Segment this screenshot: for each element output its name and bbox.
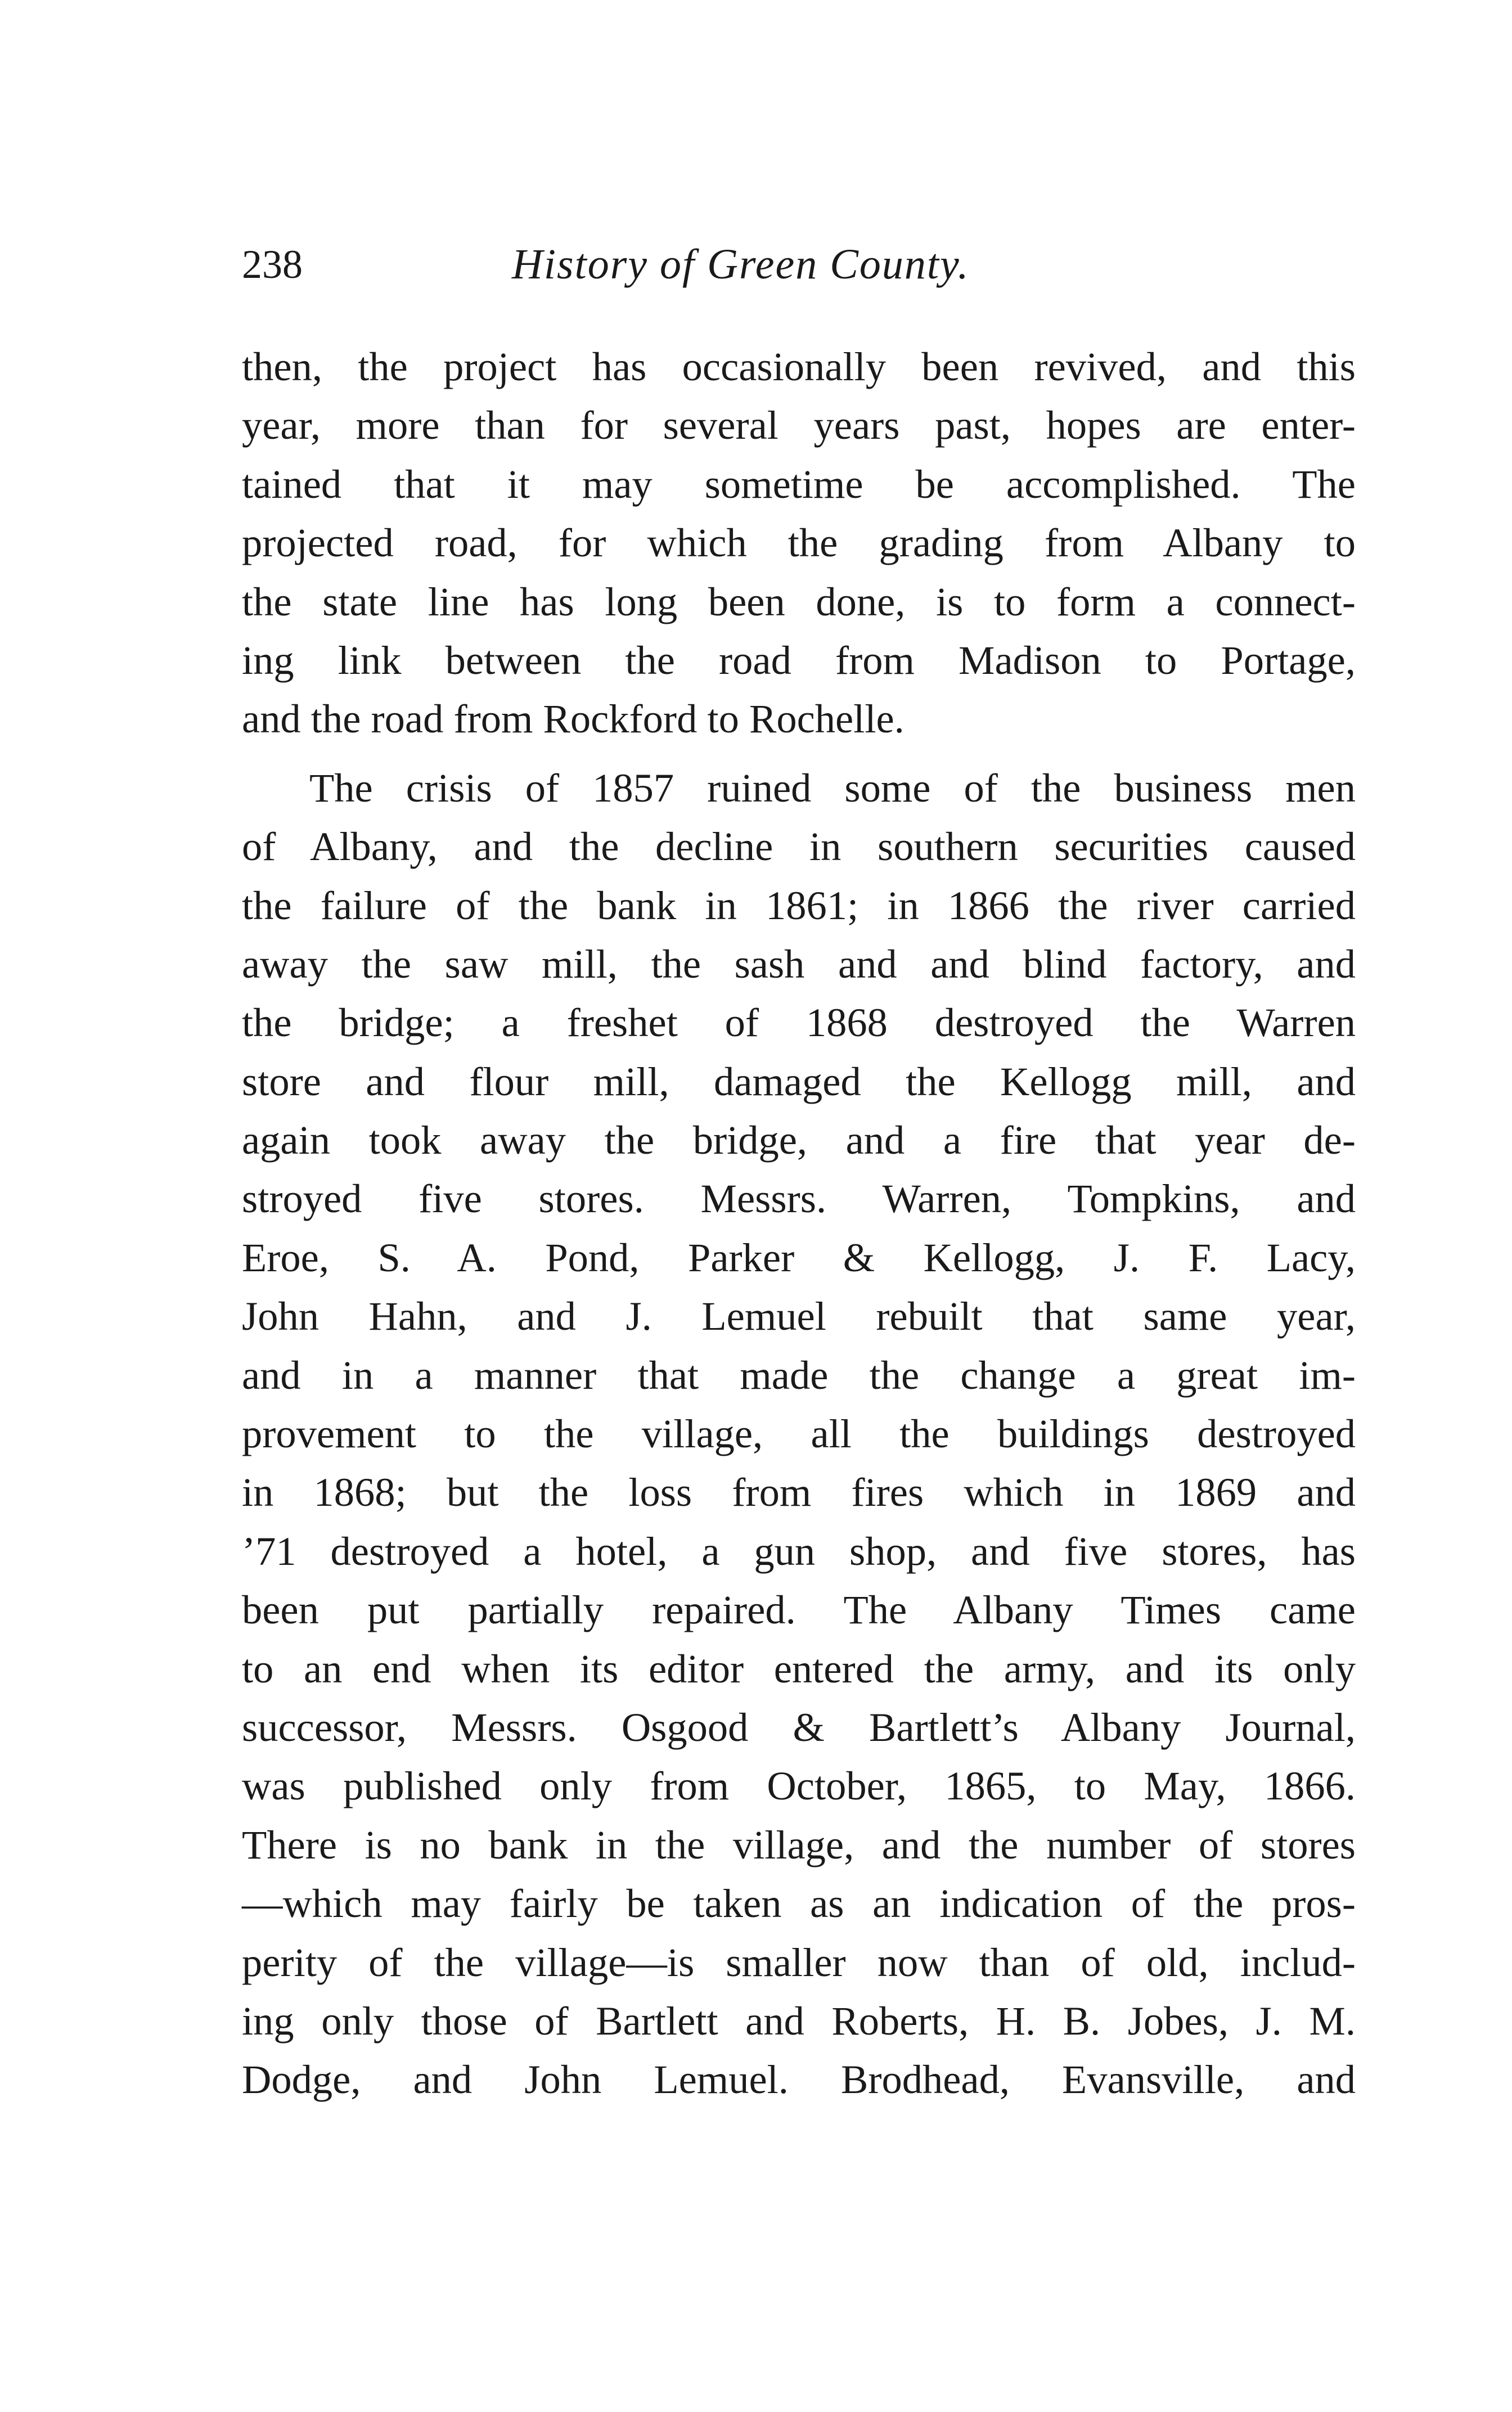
text-line: been put partially repaired. The Albany Times came [242, 1587, 1356, 1633]
text-line: the failure of the bank in 1861; in 1866 the river carried [242, 882, 1356, 928]
text-line: the state line has long been done, is to form a connect- [242, 578, 1356, 624]
text-line: in 1868; but the loss from fires which in 1869 and [242, 1469, 1356, 1515]
text-line: Dodge, and John Lemuel. Brodhead, Evansville, and [242, 2056, 1356, 2103]
body-text [242, 338, 1356, 2109]
text-line: stroyed five stores. Messrs. Warren, Tompkins, and [242, 1176, 1356, 1222]
paragraph-continuation [242, 338, 1356, 749]
text-line: and in a manner that made the change a great im- [242, 1352, 1356, 1398]
text-line: was published only from October, 1865, to May, 1866. [242, 1763, 1356, 1809]
text-line: of Albany, and the decline in southern securities caused [242, 824, 1356, 870]
text-line: John Hahn, and J. Lemuel rebuilt that same year, [242, 1293, 1356, 1339]
text-line: and the road from Rockford to Rochelle. [242, 696, 904, 742]
paragraph-gap [242, 749, 1356, 759]
text-line: again took away the bridge, and a fire that year de- [242, 1117, 1356, 1163]
text-line: ing only those of Bartlett and Roberts, H. B. Jobes, J. M. [242, 1997, 1356, 2044]
text-line: perity of the village—is smaller now than of old, includ- [242, 1939, 1356, 1985]
text-line: year, more than for several years past, hopes are enter- [242, 402, 1356, 448]
text-line: store and flour mill, damaged the Kellogg mill, and [242, 1058, 1356, 1104]
text-line: away the saw mill, the sash and and blind factory, and [242, 940, 1356, 987]
text-line: Eroe, S. A. Pond, Parker & Kellogg, J. F. Lacy, [242, 1234, 1356, 1280]
running-head [242, 233, 1356, 295]
text-line: to an end when its editor entered the army, and its only [242, 1645, 1356, 1691]
text-line: ’71 destroyed a hotel, a gun shop, and five stores, has [242, 1528, 1356, 1574]
running-title: History of Green County. [512, 241, 970, 288]
text-line: then, the project has occasionally been revived, and this [242, 344, 1356, 389]
text-line: the bridge; a freshet of 1868 destroyed the Warren [242, 1000, 1356, 1046]
text-line: The crisis of 1857 ruined some of the business men [309, 764, 1356, 811]
text-line: There is no bank in the village, and the number of stores [242, 1821, 1356, 1868]
text-line: ing link between the road from Madison to Portage, [242, 637, 1356, 683]
text-line: provement to the village, all the buildings destroyed [242, 1411, 1356, 1457]
text-line: successor, Messrs. Osgood & Bartlett’s Albany Journal, [242, 1704, 1356, 1750]
text-line: projected road, for which the grading from Albany to [242, 520, 1356, 566]
text-line: —which may fairly be taken as an indication of the pros- [242, 1880, 1356, 1927]
paragraph-crisis [242, 759, 1356, 2109]
page-number: 238 [242, 242, 303, 287]
text-line: tained that it may sometime be accomplished. The [242, 461, 1356, 507]
